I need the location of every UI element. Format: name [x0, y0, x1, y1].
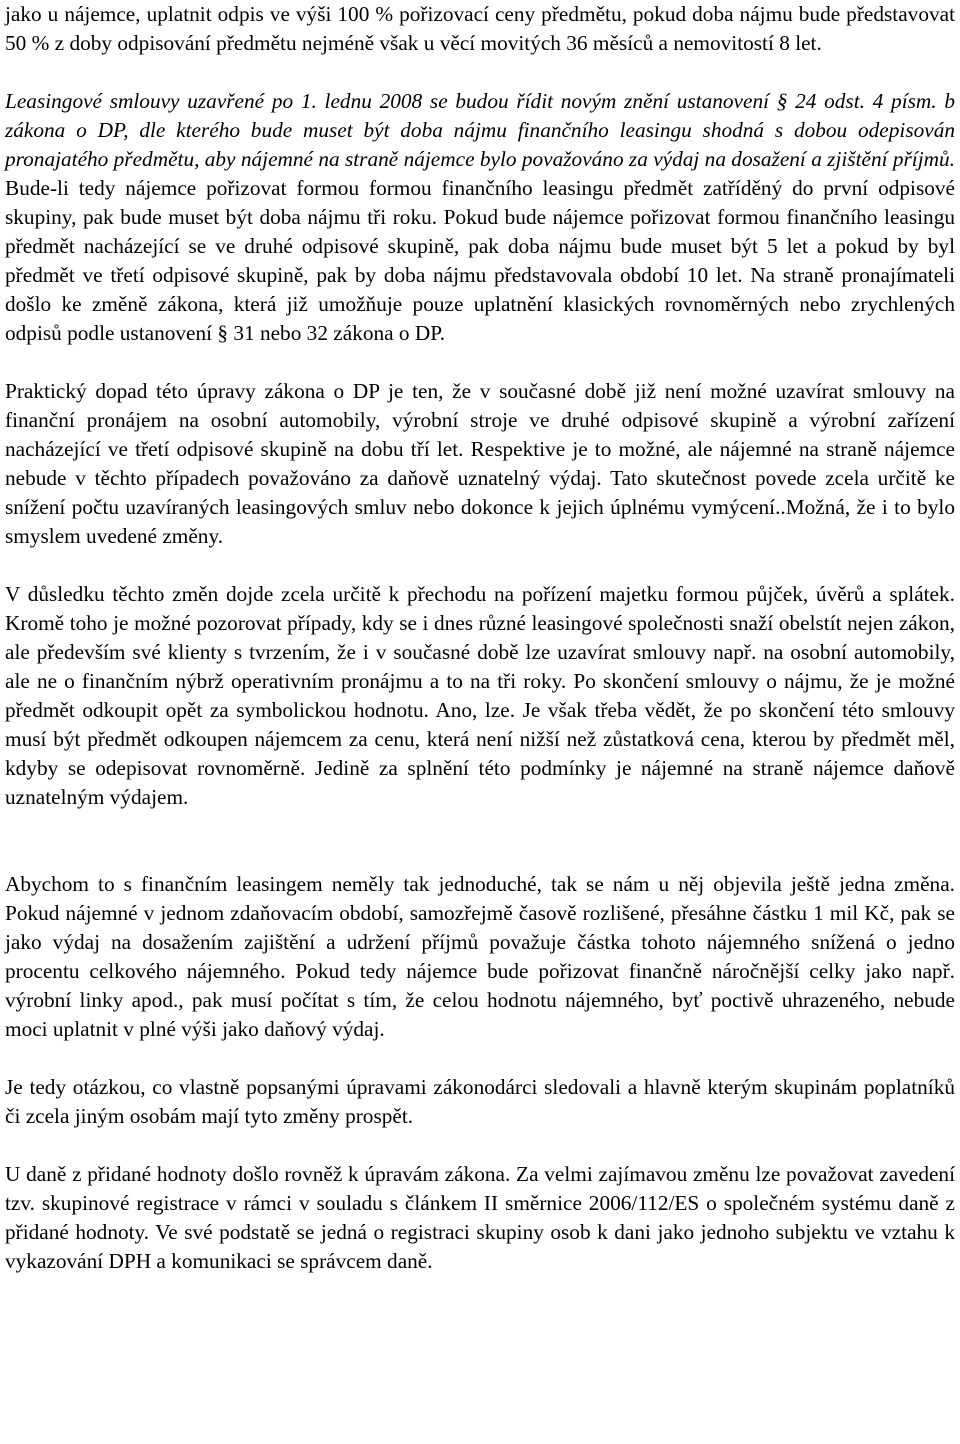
italic-leasing-rule: Leasingové smlouvy uzavřené po 1. lednu 2008 se budou řídit novým znění ustanovení § 24 odst. 4 písm. b zákona o DP, dle kterého bude muset být doba nájmu finančního leasingu shodná s dobou odepisován pronajatého předmětu, aby nájemné na straně nájemce bylo považováno za výdaj na dosažení a zjištění příjmů. — [5, 89, 955, 171]
paragraph-dalsi-zmena: Abychom to s finančním leasingem neměly tak jednoduché, tak se nám u něj objevila ještě jedna změna. Pokud nájemné v jednom zdaňovacím období, samozřejmě časově rozlišené, přesáhne částku 1 mil Kč, pak se jako výdaj na dosažením zajištění a udržení příjmů považuje částka tohoto nájemného snížená o jedno procentu celkového nájemného. Pokud tedy nájemce bude pořizovat finančně náročnější celky jako např. výrobní linky apod., pak musí počítat s tím, že celou hodnotu nájemného, byť poctivě uhrazeného, nebude moci uplatnit v plné výši jako daňový výdaj. — [5, 872, 955, 1041]
paragraph-otazka: Je tedy otázkou, co vlastně popsanými úpravami zákonodárci sledovali a hlavně kterým skupinám poplatníků či zcela jiným osobám mají tyto změny prospět. — [5, 1075, 955, 1128]
paragraph-dusledek-zmen: V důsledku těchto změn dojde zcela určitě k přechodu na pořízení majetku formou půjček, úvěrů a splátek. Kromě toho je možné pozorovat případy, kdy se i dnes různé leasingové společnosti snaží obelstít nejen zákon, ale především své klienty s tvrzením, že i v současné době lze uzavírat smlouvy např. na osobní automobily, ale ne o finančním nýbrž operativním pronájmu a to na tři roky. Po skončení smlouvy o nájmu, že je možné předmět odkoupit opět za symbolickou hodnotu. Ano, lze. Je však třeba vědět, že po skončení této smlouvy musí být předmět odkoupen nájemcem za cenu, která není nižší než zůstatková cena, kterou by předmět měl, kdyby se odepisovat rovnoměrně. Jedině za splnění této podmínky je nájemné na straně nájemce daňově uznatelným výdajem. — [5, 582, 955, 809]
paragraph-odpis-intro: jako u nájemce, uplatnit odpis ve výši 100 % pořizovací ceny předmětu, pokud doba nájmu bude představovat 50 % z doby odpisování předmětu nejméně však u věcí movitých 36 měsíců a nemovitostí 8 let. — [5, 2, 955, 55]
paragraph-dph: U daně z přidané hodnoty došlo rovněž k úpravám zákona. Za velmi zajímavou změnu lze považovat zavedení tzv. skupinové registrace v rámci v souladu s článkem II směrnice 2006/112/ES o společném systému daně z přidané hodnoty. Ve své podstatě se jedná o registraci skupiny osob k dani jako jednoho subjektu ve vztahu k vykazování DPH a komunikaci se správcem daně. — [5, 1162, 955, 1273]
document-page — [5, 0, 955, 1276]
paragraph-prakticky-dopad: Praktický dopad této úpravy zákona o DP je ten, že v současné době již není možné uzavírat smlouvy na finanční pronájem na osobní automobily, výrobní stroje ve druhé odpisové skupině a výrobní zařízení nacházející ve třetí odpisové skupině na dobu tří let. Respektive je to možné, ale nájemné na straně nájemce nebude v těchto případech považováno za daňově uznatelný výdaj. Tato skutečnost povede zcela určitě ke snížení počtu uzavíraných leasingových smluv nebo dokonce k jejich úplnému vymýcení..Možná, že i to bylo smyslem uvedené změny. — [5, 379, 955, 548]
leasing-rule-continuation: Bude-li tedy nájemce pořizovat formou formou finančního leasingu předmět zatříděný do první odpisové skupiny, pak bude muset být doba nájmu tři roku. Pokud bude nájemce pořizovat formou finančního leasingu předmět nacházející se ve druhé odpisové skupině, pak doba nájmu bude muset být 5 let a pokud by byl předmět ve třetí odpisové skupině, pak by doba nájmu představovala období 10 let. Na straně pronajímateli došlo ke změně zákona, která již umožňuje pouze uplatnění klasických rovnoměrných nebo zrychlených odpisů podle ustanovení § 31 nebo 32 zákona o DP. — [5, 176, 955, 345]
paragraph-leasing-2008 — [5, 87, 955, 348]
